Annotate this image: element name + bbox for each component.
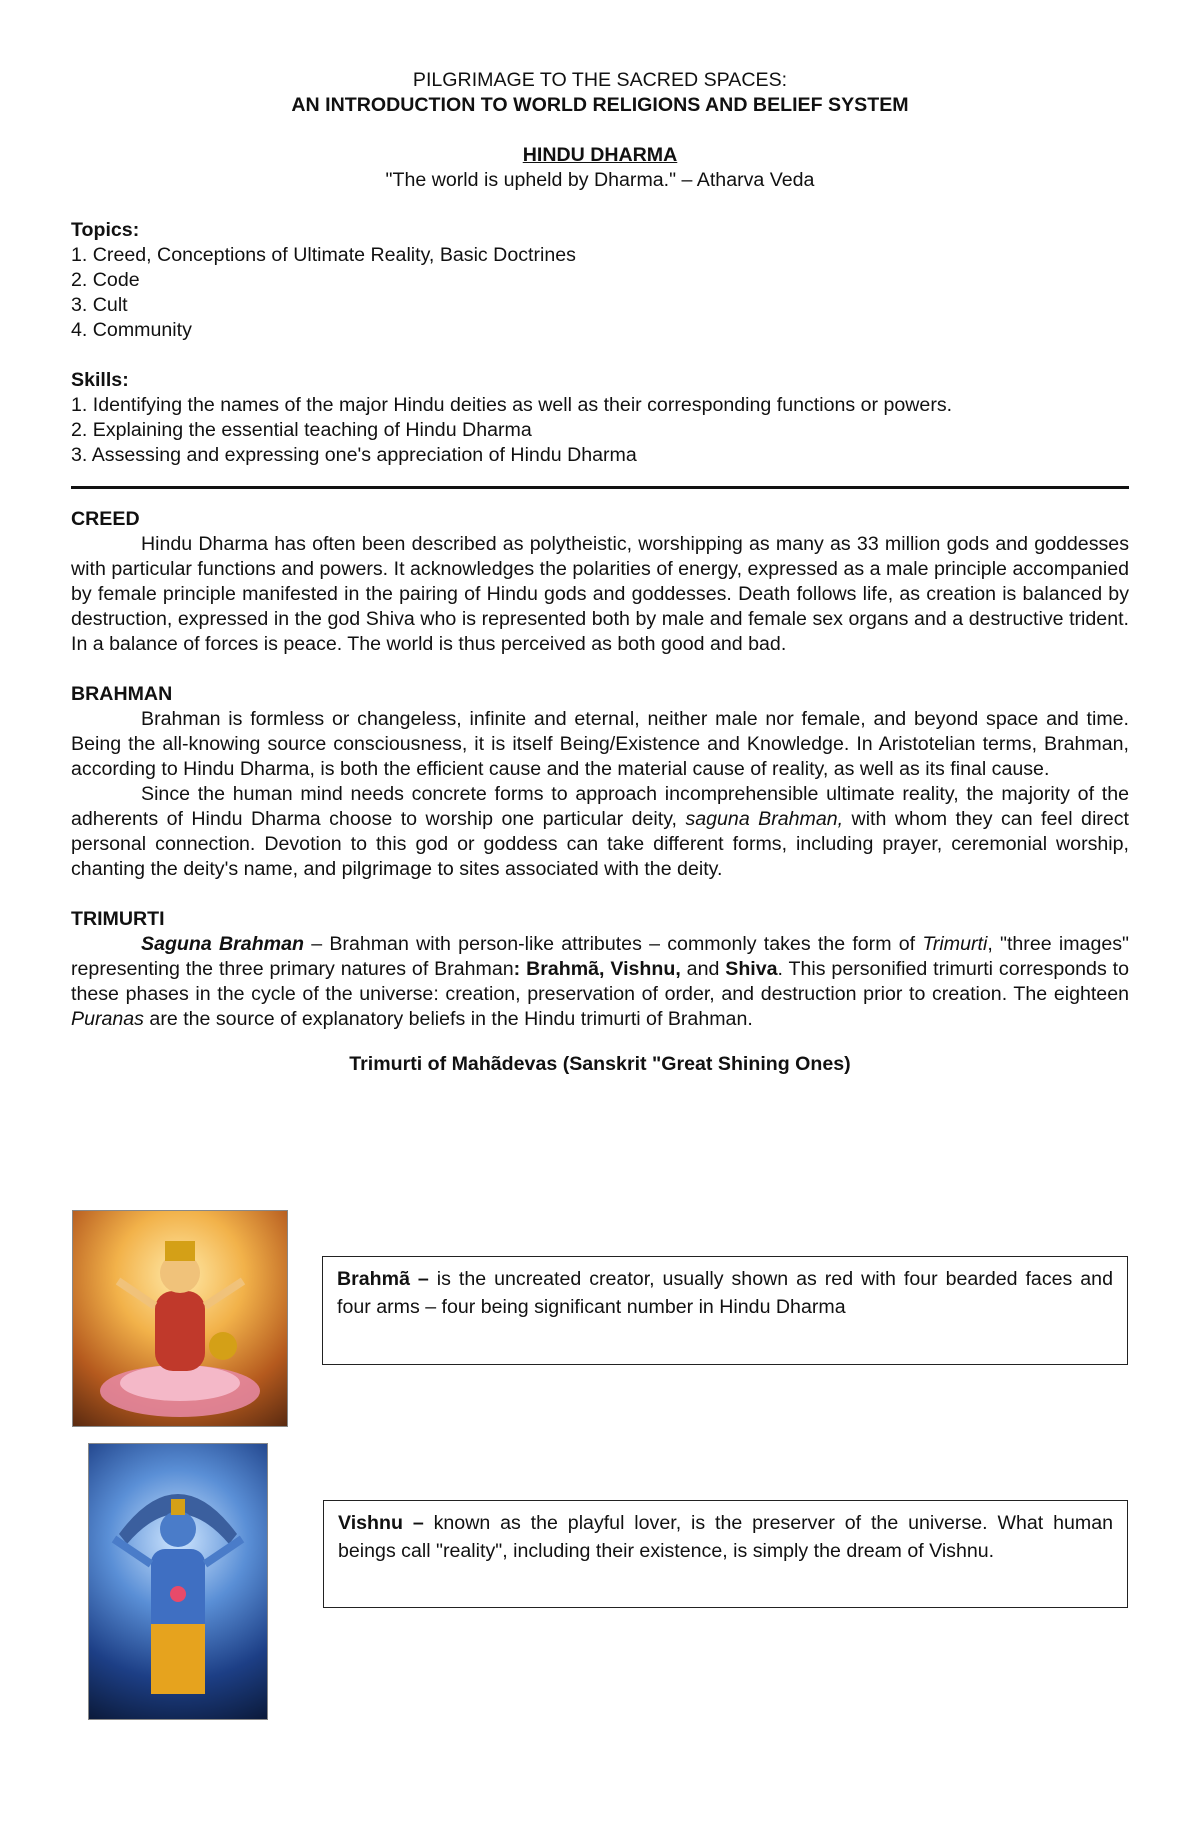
trimurti-subtitle: Trimurti of Mahãdevas (Sanskrit "Great Shining Ones) — [349, 1053, 851, 1075]
skills-list — [71, 393, 1129, 468]
list-item: 1. Identifying the names of the major Hindu deities as well as their corresponding functions or powers. — [71, 394, 953, 416]
brahman-heading: BRAHMAN — [71, 683, 173, 705]
deity-description: is the uncreated creator, usually shown as red with four bearded faces and four arms – four being significant number in Hindu Dharma — [337, 1268, 1113, 1318]
deity-name: Vishnu – — [338, 1512, 424, 1534]
section-quote: "The world is upheld by Dharma." – Atharva Veda — [385, 169, 815, 191]
vishnu-illustration — [89, 1444, 267, 1719]
brahman-paragraph-2: Since the human mind needs concrete forms to approach incomprehensible ultimate reality, the majority of the adherents of Hindu Dharma choose to worship one particular deity, saguna Brahman, with whom they can feel direct personal connection. Devotion to this god or goddess can take different forms, including prayer, ceremonial worship, chanting the deity's name, and pilgrimage to sites associated with the deity. — [71, 783, 1129, 880]
section-title: HINDU DHARMA — [522, 144, 678, 166]
deity-name: Brahmã – — [337, 1268, 429, 1290]
course-title-line1: PILGRIMAGE TO THE SACRED SPACES: — [412, 69, 788, 91]
course-title-line2: AN INTRODUCTION TO WORLD RELIGIONS AND BELIEF SYSTEM — [291, 94, 909, 116]
brahma-illustration — [73, 1211, 287, 1426]
list-item: 3. Assessing and expressing one's appreciation of Hindu Dharma — [71, 444, 637, 466]
list-item: 1. Creed, Conceptions of Ultimate Reality, Basic Doctrines — [71, 244, 576, 266]
skills-label: Skills: — [71, 369, 129, 391]
vishnu-image — [88, 1443, 268, 1720]
brahma-description-box — [322, 1256, 1128, 1365]
list-item: 2. Explaining the essential teaching of Hindu Dharma — [71, 419, 532, 441]
topics-label: Topics: — [71, 219, 140, 241]
list-item: 3. Cult — [71, 294, 128, 316]
brahma-image — [72, 1210, 288, 1427]
vishnu-description-box — [323, 1500, 1128, 1608]
trimurti-paragraph: Saguna Brahman – Brahman with person-like attributes – commonly takes the form of Trimurti, "three images" representing the three primary natures of Brahman: Brahmã, Vishnu, and Shiva. This personified trimurti corresponds to these phases in the cycle of the universe: creation, preservation of order, and destruction prior to creation. The eighteen Puranas are the source of explanatory beliefs in the Hindu trimurti of Brahman. — [71, 933, 1129, 1030]
document-content — [71, 68, 1129, 1077]
creed-heading: CREED — [71, 508, 140, 530]
list-item: 4. Community — [71, 319, 192, 341]
brahman-paragraph-1: Brahman is formless or changeless, infinite and eternal, neither male nor female, and beyond space and time. Being the all-knowing source consciousness, it is itself Being/Existence and Knowledge. In Aristotelian terms, Brahman, according to Hindu Dharma, is both the efficient cause and the material cause of reality, as well as its final cause. — [71, 708, 1129, 780]
trimurti-heading: TRIMURTI — [71, 908, 165, 930]
list-item: 2. Code — [71, 269, 140, 291]
horizontal-rule — [71, 486, 1129, 489]
topics-list — [71, 243, 1129, 343]
deity-description: known as the playful lover, is the preserver of the universe. What human beings call "reality", including their existence, is simply the dream of Vishnu. — [338, 1512, 1113, 1562]
creed-paragraph: Hindu Dharma has often been described as polytheistic, worshipping as many as 33 million gods and goddesses with particular functions and powers. It acknowledges the polarities of energy, expressed as a male principle accompanied by female principle manifested in the pairing of Hindu gods and goddesses. Death follows life, as creation is balanced by destruction, expressed in the god Shiva who is represented both by male and female sex organs and a destructive trident. In a balance of forces is peace. The world is thus perceived as both good and bad. — [71, 533, 1129, 655]
